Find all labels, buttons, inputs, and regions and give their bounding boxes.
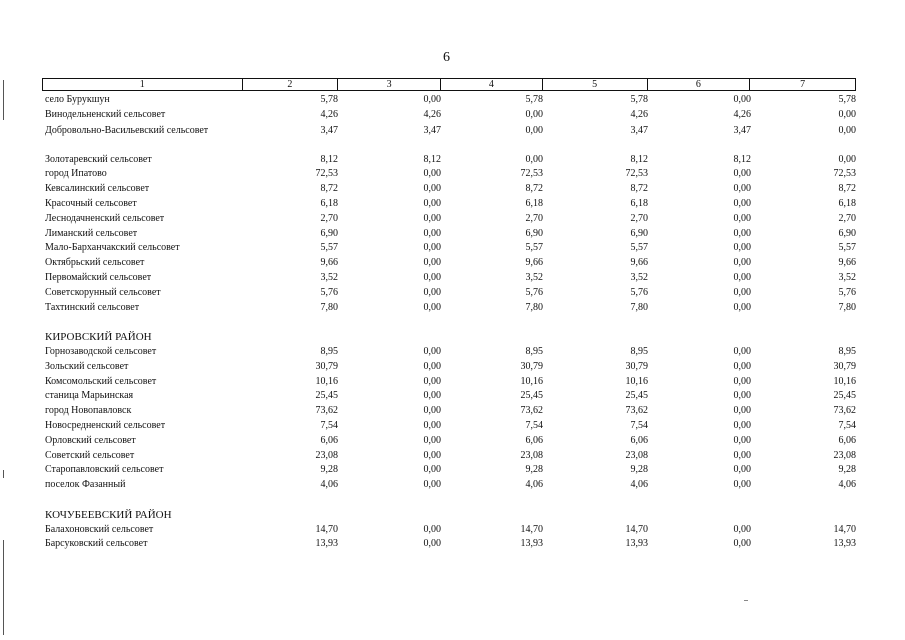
header-col-5: 5 [543,79,648,90]
row-value-col-4: 6,90 [525,227,543,239]
table-row [42,241,856,256]
row-value-col-4: 0,00 [525,124,543,136]
row-name: Винодельненский сельсовет [45,108,166,120]
row-value-col-5: 4,26 [630,108,648,120]
row-value-col-4: 30,79 [520,360,543,372]
row-value-col-4: 8,95 [525,345,543,357]
row-value-col-2: 5,78 [320,94,338,105]
row-value-col-7: 25,45 [833,390,856,402]
row-value-col-6: 0,00 [733,212,751,224]
row-value-col-6: 0,00 [733,390,751,402]
row-value-col-7: 9,66 [838,257,856,269]
table-row [42,123,856,153]
row-value-col-7: 0,00 [838,153,856,165]
row-value-col-5: 7,80 [630,301,648,313]
row-value-col-7: 23,08 [833,449,856,461]
district-title: КОЧУБЕЕВСКИЙ РАЙОН [45,508,172,521]
row-value-col-5: 4,06 [630,479,648,491]
row-value-col-7: 8,72 [838,183,856,195]
row-value-col-6: 0,00 [733,375,751,387]
row-value-col-7: 72,53 [833,168,856,180]
row-value-col-6: 0,00 [733,538,751,550]
row-value-col-2: 7,54 [320,419,338,431]
row-name: Новосредненский сельсовет [45,419,166,431]
row-value-col-2: 13,93 [315,538,338,550]
table-body [42,93,856,552]
row-value-col-5: 3,47 [630,124,648,136]
table-row [42,537,856,552]
table-row [42,182,856,197]
row-value-col-2: 3,47 [320,124,338,136]
row-value-col-5: 72,53 [625,168,648,180]
row-value-col-4: 5,57 [525,242,543,254]
row-value-col-3: 0,00 [423,94,441,105]
row-value-col-6: 0,00 [733,360,751,372]
row-value-col-4: 73,62 [520,405,543,417]
row-value-col-6: 0,00 [733,405,751,417]
section-spacer [42,493,856,508]
row-value-col-4: 6,06 [525,434,543,446]
row-value-col-7: 6,90 [838,227,856,239]
row-value-col-5: 8,95 [630,345,648,357]
row-name: Октябрьский сельсовет [45,257,145,269]
row-value-col-2: 6,90 [320,227,338,239]
row-value-col-4: 9,28 [525,464,543,476]
row-value-col-7: 9,28 [838,464,856,476]
row-value-col-6: 0,00 [733,242,751,254]
row-name: Барсуковский сельсовет [45,538,148,550]
row-value-col-4: 5,78 [525,94,543,105]
district-heading [42,330,856,345]
row-value-col-5: 5,78 [630,94,648,105]
row-value-col-4: 9,66 [525,257,543,269]
row-value-col-7: 73,62 [833,405,856,417]
scan-edge-mark [3,470,4,478]
row-value-col-3: 0,00 [423,286,441,298]
row-value-col-7: 5,57 [838,242,856,254]
row-value-col-2: 2,70 [320,212,338,224]
row-value-col-5: 5,57 [630,242,648,254]
row-value-col-6: 0,00 [733,257,751,269]
row-value-col-3: 0,00 [423,449,441,461]
row-value-col-3: 0,00 [423,212,441,224]
row-value-col-7: 0,00 [838,124,856,136]
row-value-col-5: 2,70 [630,212,648,224]
row-value-col-4: 6,18 [525,197,543,209]
row-name: Добровольно-Васильевский сельсовет [45,124,209,136]
row-value-col-6: 4,26 [733,108,751,120]
row-value-col-6: 0,00 [733,286,751,298]
table-row [42,286,856,301]
row-value-col-5: 9,66 [630,257,648,269]
table-row [42,434,856,449]
row-value-col-7: 6,18 [838,197,856,209]
row-name: Первомайский сельсовет [45,271,152,283]
table-row [42,360,856,375]
row-value-col-4: 0,00 [525,108,543,120]
row-value-col-6: 0,00 [733,197,751,209]
row-value-col-3: 0,00 [423,390,441,402]
row-value-col-5: 30,79 [625,360,648,372]
section-spacer [42,315,856,330]
row-value-col-4: 0,00 [525,153,543,165]
row-value-col-6: 0,00 [733,449,751,461]
table-row [42,404,856,419]
row-value-col-6: 0,00 [733,227,751,239]
row-value-col-6: 0,00 [733,345,751,357]
row-value-col-5: 73,62 [625,405,648,417]
row-name: Советскорунный сельсовет [45,286,161,298]
row-value-col-3: 0,00 [423,242,441,254]
row-name: Комсомольский сельсовет [45,375,157,387]
table-row [42,212,856,227]
row-value-col-3: 0,00 [423,301,441,313]
row-value-col-2: 8,72 [320,183,338,195]
row-value-col-2: 6,06 [320,434,338,446]
row-value-col-7: 8,95 [838,345,856,357]
row-value-col-4: 5,76 [525,286,543,298]
row-value-col-4: 8,72 [525,183,543,195]
table-row [42,271,856,286]
row-value-col-3: 0,00 [423,183,441,195]
row-value-col-4: 7,80 [525,301,543,313]
row-value-col-4: 2,70 [525,212,543,224]
row-value-col-2: 25,45 [315,390,338,402]
row-name: село Бурукшун [45,94,110,105]
row-name: Советский сельсовет [45,449,135,461]
row-value-col-6: 0,00 [733,183,751,195]
table-row [42,167,856,182]
row-value-col-5: 10,16 [625,375,648,387]
row-value-col-7: 6,06 [838,434,856,446]
row-value-col-5: 25,45 [625,390,648,402]
row-value-col-3: 0,00 [423,419,441,431]
row-value-col-5: 23,08 [625,449,648,461]
row-value-col-2: 9,28 [320,464,338,476]
row-value-col-6: 0,00 [733,434,751,446]
row-name: Тахтинский сельсовет [45,301,140,313]
row-value-col-4: 14,70 [520,523,543,535]
row-value-col-7: 7,54 [838,419,856,431]
row-value-col-3: 0,00 [423,405,441,417]
row-value-col-2: 10,16 [315,375,338,387]
row-value-col-5: 7,54 [630,419,648,431]
header-col-2: 2 [243,79,339,90]
table-row [42,93,856,108]
row-value-col-5: 6,06 [630,434,648,446]
row-value-col-4: 7,54 [525,419,543,431]
scan-dot [744,600,748,601]
row-value-col-2: 14,70 [315,523,338,535]
row-value-col-3: 0,00 [423,538,441,550]
row-value-col-6: 0,00 [733,301,751,313]
row-value-col-6: 0,00 [733,464,751,476]
row-value-col-6: 0,00 [733,479,751,491]
row-value-col-4: 3,52 [525,271,543,283]
scan-edge-line-top [3,80,4,120]
row-value-col-6: 0,00 [733,168,751,180]
row-name: Старопавловский сельсовет [45,464,164,476]
row-value-col-3: 0,00 [423,375,441,387]
row-value-col-2: 7,80 [320,301,338,313]
row-value-col-5: 6,18 [630,197,648,209]
row-value-col-7: 3,52 [838,271,856,283]
row-value-col-2: 4,26 [320,108,338,120]
row-value-col-3: 4,26 [423,108,441,120]
row-value-col-6: 0,00 [733,94,751,105]
row-value-col-3: 0,00 [423,479,441,491]
row-value-col-4: 23,08 [520,449,543,461]
row-name: Горнозаводской сельсовет [45,345,157,357]
row-value-col-4: 4,06 [525,479,543,491]
header-col-6: 6 [648,79,751,90]
row-name: Балахоновский сельсовет [45,523,154,535]
row-name: Золотаревский сельсовет [45,153,152,165]
row-value-col-2: 8,12 [320,153,338,165]
row-value-col-6: 3,47 [733,124,751,136]
row-name: Лиманский сельсовет [45,227,138,239]
table-row [42,108,856,123]
row-name: Зольский сельсовет [45,360,129,372]
row-value-col-3: 0,00 [423,168,441,180]
row-name: Кевсалинский сельсовет [45,183,150,195]
table-row [42,153,856,168]
row-value-col-6: 0,00 [733,523,751,535]
row-value-col-6: 8,12 [733,153,751,165]
row-value-col-3: 0,00 [423,464,441,476]
row-value-col-3: 0,00 [423,360,441,372]
row-value-col-5: 3,52 [630,271,648,283]
row-name: Мало-Барханчакский сельсовет [45,242,180,254]
row-value-col-2: 30,79 [315,360,338,372]
row-value-col-4: 25,45 [520,390,543,402]
row-value-col-7: 14,70 [833,523,856,535]
table-row [42,345,856,360]
table-row [42,478,856,493]
row-value-col-2: 6,18 [320,197,338,209]
row-value-col-7: 5,78 [838,94,856,105]
header-col-1: 1 [43,79,243,90]
row-value-col-3: 0,00 [423,345,441,357]
row-name: станица Марьинская [45,390,134,402]
row-value-col-2: 5,57 [320,242,338,254]
table-row [42,256,856,271]
row-value-col-7: 7,80 [838,301,856,313]
row-value-col-2: 5,76 [320,286,338,298]
row-value-col-6: 0,00 [733,419,751,431]
row-value-col-3: 0,00 [423,257,441,269]
row-value-col-5: 9,28 [630,464,648,476]
row-value-col-7: 5,76 [838,286,856,298]
scan-edge-line-bottom [3,540,4,635]
table-row [42,227,856,242]
row-name: Леснодачненский сельсовет [45,212,165,224]
row-value-col-3: 8,12 [423,153,441,165]
row-value-col-3: 0,00 [423,523,441,535]
district-title: КИРОВСКИЙ РАЙОН [45,331,152,344]
row-value-col-2: 3,52 [320,271,338,283]
row-value-col-7: 30,79 [833,360,856,372]
row-value-col-6: 0,00 [733,271,751,283]
table-row [42,523,856,538]
row-value-col-7: 10,16 [833,375,856,387]
row-name: поселок Фазанный [45,479,126,491]
row-name: Орловский сельсовет [45,434,136,446]
row-value-col-2: 23,08 [315,449,338,461]
table-row [42,389,856,404]
row-value-col-3: 0,00 [423,271,441,283]
row-value-col-7: 13,93 [833,538,856,550]
row-value-col-5: 5,76 [630,286,648,298]
row-value-col-2: 9,66 [320,257,338,269]
row-value-col-3: 0,00 [423,197,441,209]
table-header [42,78,856,91]
header-col-3: 3 [338,79,441,90]
table-row [42,419,856,434]
row-name: город Новопавловск [45,405,132,417]
row-value-col-5: 13,93 [625,538,648,550]
header-col-7: 7 [800,79,806,90]
row-value-col-5: 14,70 [625,523,648,535]
row-value-col-2: 8,95 [320,345,338,357]
row-value-col-5: 6,90 [630,227,648,239]
row-value-col-3: 3,47 [423,124,441,136]
row-value-col-5: 8,12 [630,153,648,165]
row-value-col-7: 0,00 [838,108,856,120]
row-value-col-4: 10,16 [520,375,543,387]
table-row [42,449,856,464]
row-name: город Ипатово [45,168,107,180]
table-row [42,375,856,390]
table-row [42,197,856,212]
row-value-col-5: 8,72 [630,183,648,195]
header-col-4: 4 [441,79,543,90]
row-value-col-7: 4,06 [838,479,856,491]
row-value-col-7: 2,70 [838,212,856,224]
table-row [42,463,856,478]
row-value-col-4: 72,53 [520,168,543,180]
row-value-col-2: 72,53 [315,168,338,180]
row-value-col-2: 4,06 [320,479,338,491]
row-value-col-4: 13,93 [520,538,543,550]
district-heading [42,508,856,523]
row-name: Красочный сельсовет [45,197,137,209]
table-row [42,301,856,316]
row-value-col-3: 0,00 [423,227,441,239]
page-number: 6 [443,50,450,65]
row-value-col-3: 0,00 [423,434,441,446]
row-value-col-2: 73,62 [315,405,338,417]
